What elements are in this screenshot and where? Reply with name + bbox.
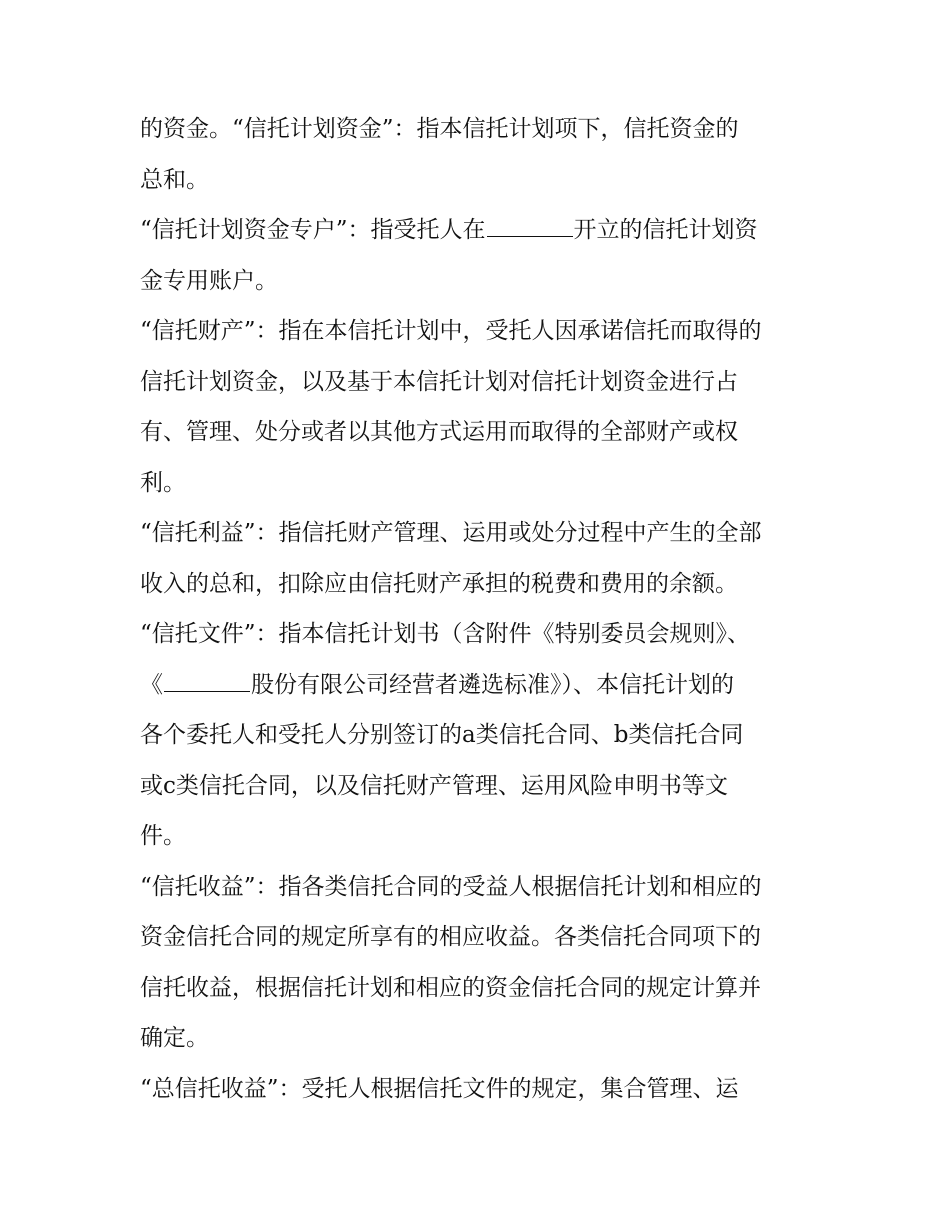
text-line <box>140 559 820 610</box>
text-line <box>140 155 820 206</box>
text-segment: 《 <box>140 671 163 698</box>
text-line <box>140 1013 820 1064</box>
text-segment: “信托财产”：指在本信托计划中，受托人因承诺信托而取得的 <box>140 318 762 344</box>
text-segment: 确定。 <box>140 1025 209 1051</box>
text-line <box>140 407 820 458</box>
text-line <box>140 1064 820 1115</box>
text-segment: 开立的信托计划资 <box>573 217 758 243</box>
text-line <box>140 357 820 408</box>
text-segment: 或c类信托合同，以及信托财产管理、运用风险申明书等文 <box>140 772 728 799</box>
text-segment: 信托收益，根据信托计划和相应的资金信托合同的规定计算并 <box>140 974 761 1001</box>
text-line <box>140 306 820 357</box>
text-segment: “信托利益”：指信托财产管理、运用或处分过程中产生的全部 <box>140 520 762 546</box>
text-segment: 金专用账户。 <box>140 267 278 294</box>
text-segment: 收入的总和，扣除应由信托财产承担的税费和费用的余额。 <box>140 570 738 597</box>
text-line <box>140 609 820 660</box>
text-line <box>140 104 820 155</box>
text-line <box>140 963 820 1014</box>
text-segment: 股份有限公司经营者遴选标准》）、本信托计划的 <box>251 671 734 698</box>
text-segment: “信托文件”：指本信托计划书（含附件《特别委员会规则》、 <box>140 621 751 647</box>
text-line <box>140 862 820 913</box>
text-segment: 总和。 <box>140 166 209 193</box>
text-line <box>140 256 820 307</box>
text-segment: “信托收益”：指各类信托合同的受益人根据信托计划和相应的 <box>140 873 762 900</box>
text-segment: 资金信托合同的规定所享有的相应收益。各类信托合同项下的 <box>140 924 761 950</box>
text-line <box>140 811 820 862</box>
text-segment: 的资金。“信托计划资金”：指本信托计划项下，信托资金的 <box>140 116 739 142</box>
text-line <box>140 710 820 761</box>
text-segment: 利。 <box>140 469 186 496</box>
text-line <box>140 912 820 963</box>
fill-in-blank <box>164 671 250 692</box>
text-line <box>140 660 820 711</box>
fill-in-blank <box>487 216 573 237</box>
text-segment: 件。 <box>140 823 186 849</box>
text-segment: “总信托收益”：受托人根据信托文件的规定，集合管理、运 <box>140 1075 739 1102</box>
document-body <box>140 104 820 1114</box>
text-segment: “信托计划资金专户”：指受托人在 <box>140 217 486 243</box>
text-line <box>140 508 820 559</box>
text-segment: 信托计划资金，以及基于本信托计划对信托计划资金进行占 <box>140 368 738 395</box>
text-segment: 有、管理、处分或者以其他方式运用而取得的全部财产或权 <box>140 419 738 445</box>
text-line <box>140 205 820 256</box>
text-line <box>140 761 820 812</box>
text-segment: 各个委托人和受托人分别签订的a类信托合同、b类信托合同 <box>140 722 744 748</box>
text-line <box>140 458 820 509</box>
